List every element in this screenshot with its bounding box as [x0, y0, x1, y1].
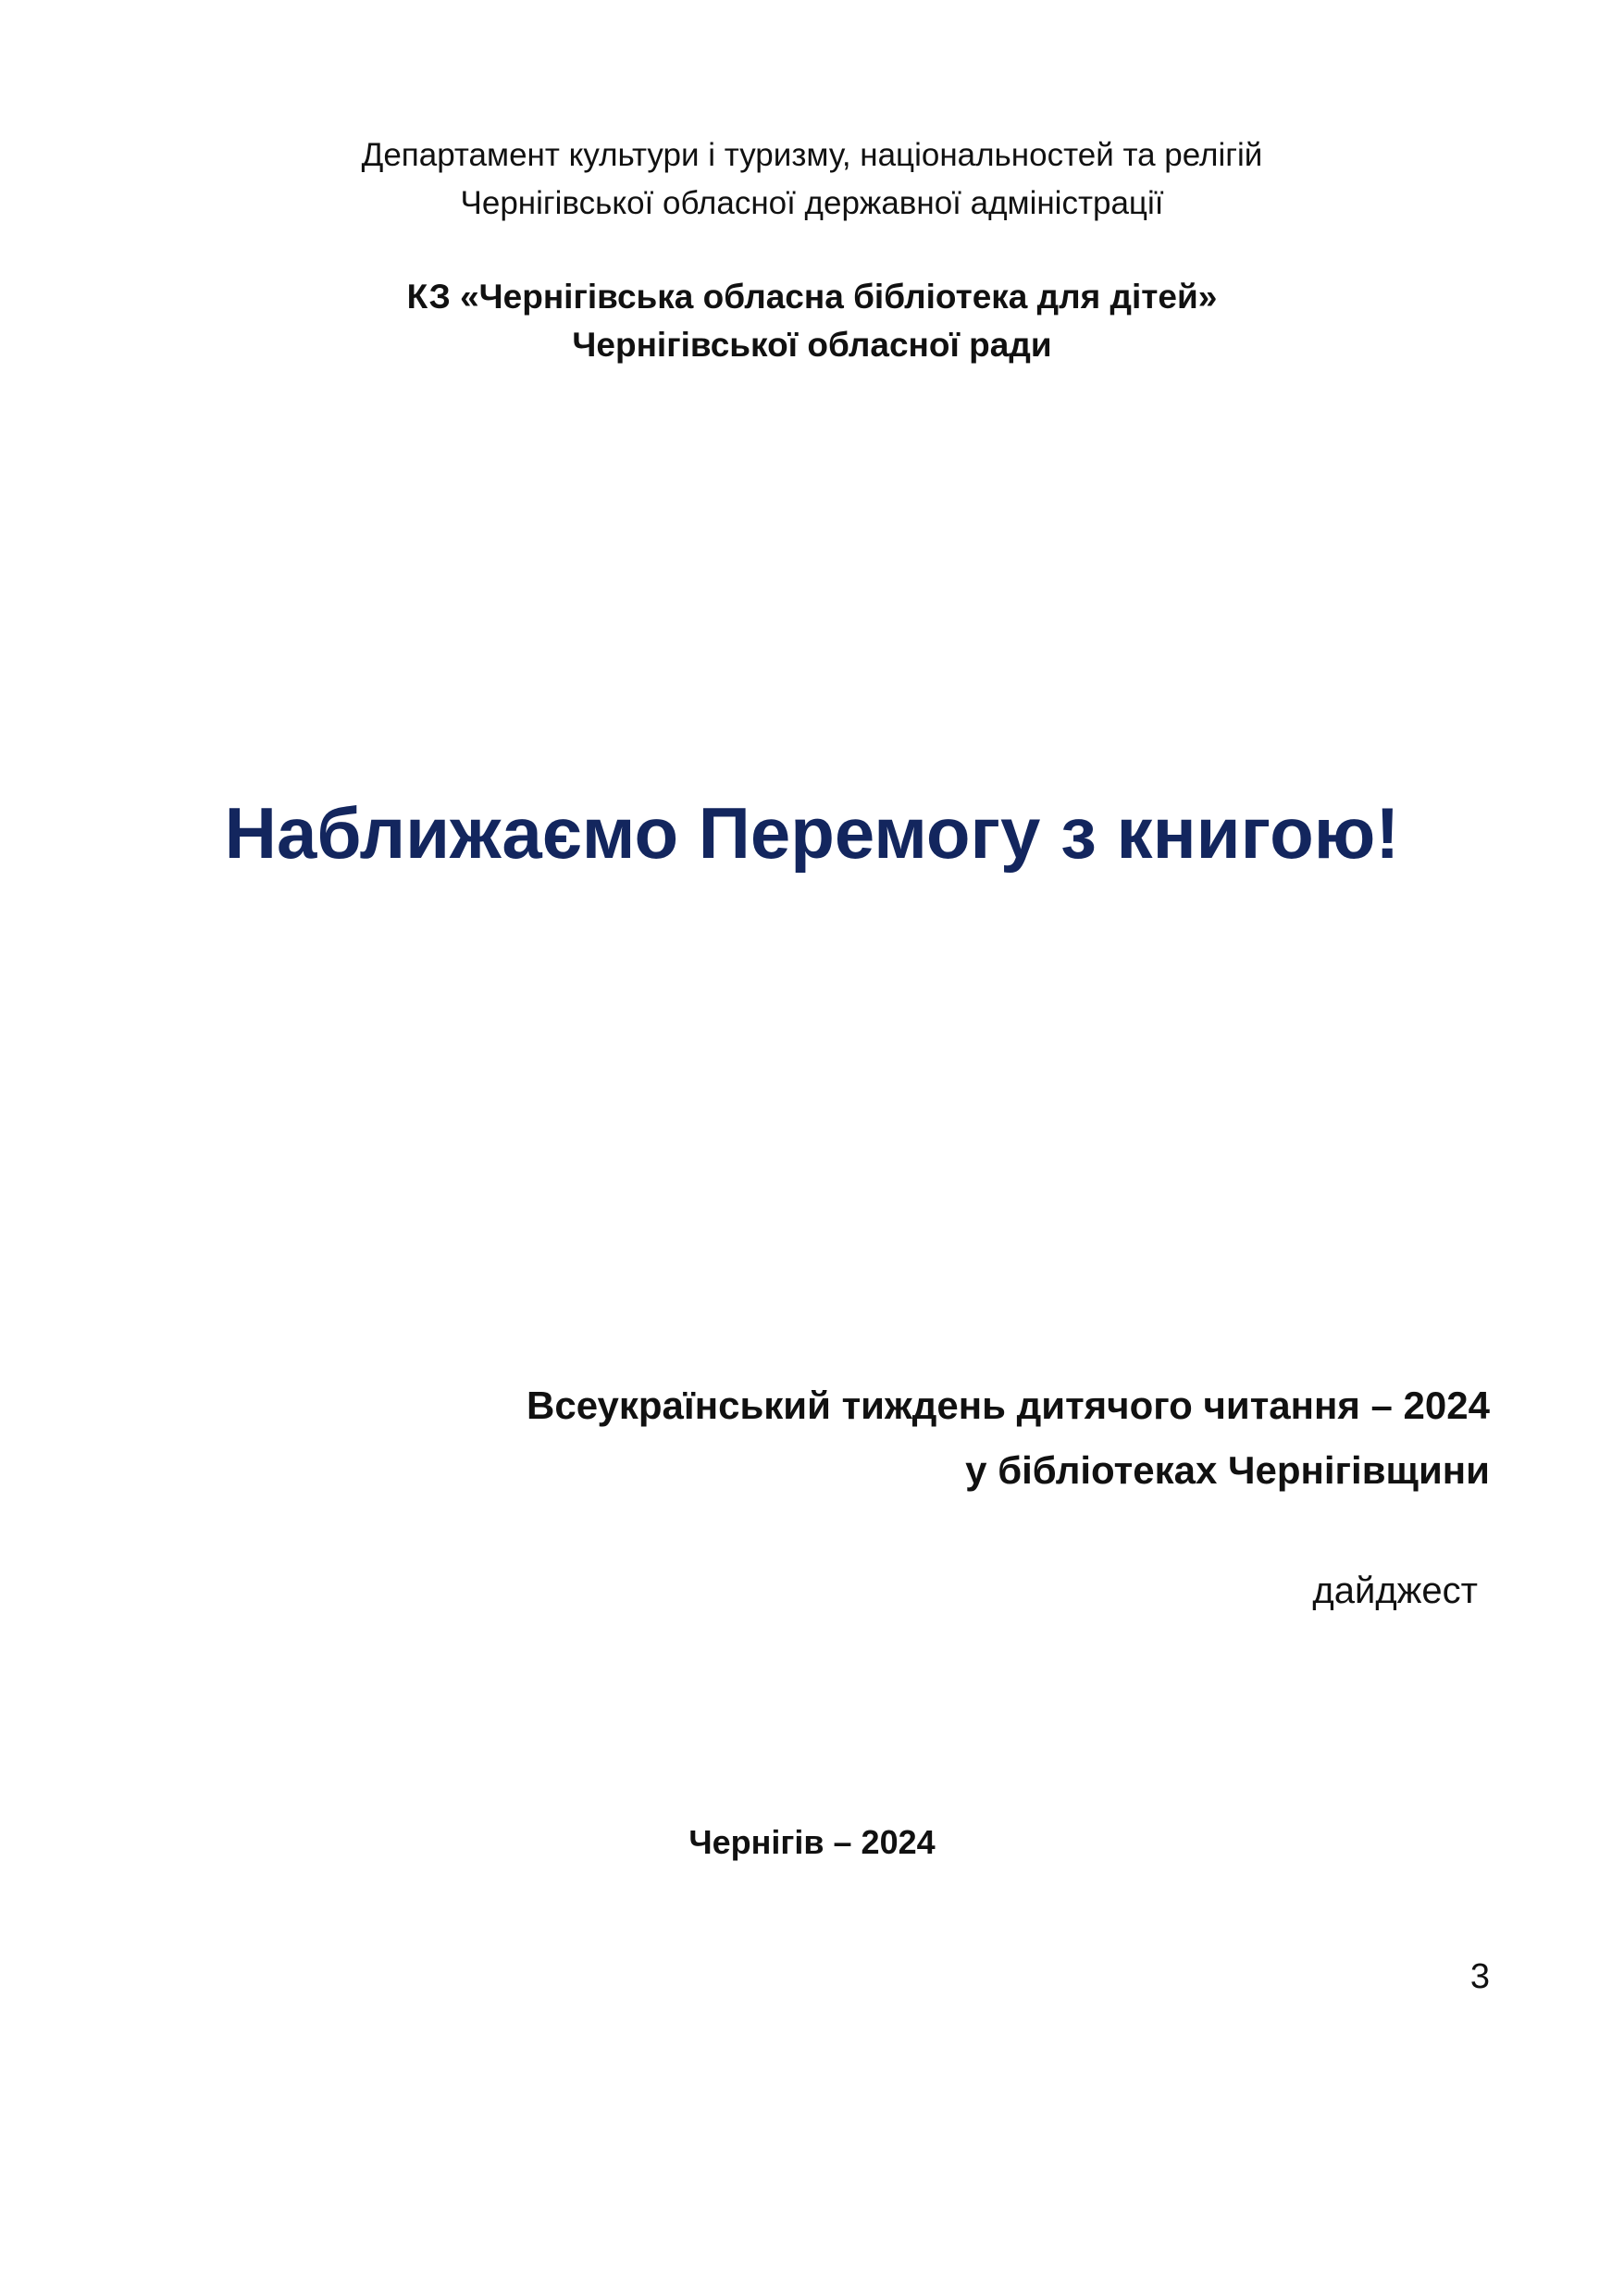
institution-line-1: КЗ «Чернігівська обласна бібліотека для дітей» [406, 278, 1218, 316]
department-line-1: Департамент культури і туризму, національностей та релігій [361, 137, 1263, 173]
subtitle-line-1: Всеукраїнський тиждень дитячого читання – 2024 [527, 1384, 1490, 1427]
page-number: 3 [1469, 1957, 1490, 1996]
subtitle-line-2: у бібліотеках Чернігівщини [965, 1448, 1490, 1492]
institution-line-2: Чернігівської обласної ради [572, 326, 1052, 364]
city-year: Чернігів – 2024 [688, 1823, 936, 1861]
genre-label: дайджест [1312, 1570, 1478, 1611]
department-line-2: Чернігівської обласної державної адміністрації [460, 185, 1164, 221]
document-title: Наближаємо Перемогу з книгою! [224, 792, 1400, 874]
